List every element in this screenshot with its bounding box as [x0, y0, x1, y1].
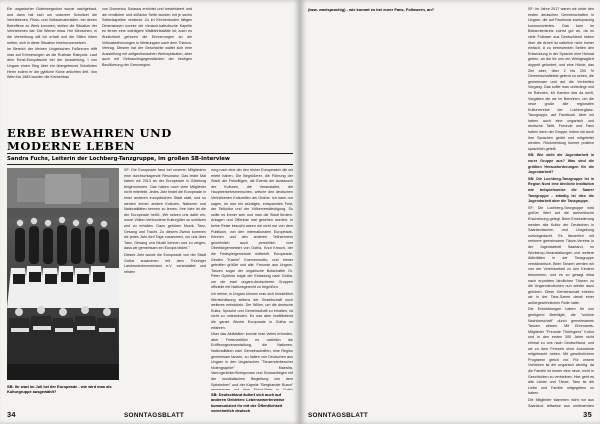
- article-headline: ERBE BEWAHREN UND MODERNE LEBEN: [7, 126, 172, 153]
- article-column-right: [528, 7, 594, 407]
- dance-group-photo: [7, 168, 119, 380]
- article-subhead: Sandra Fuchs, Leiterin der Lochberg-Tanzgruppe, im großen SB-Interview: [7, 156, 230, 162]
- interview-answer: Dieses Jahr wurde die Europeade von der Stadt Gotha zusammen mit dem Thüringer Landesstrohneverband e.V. veranstaltet und reisten: [124, 252, 206, 274]
- subhead-rule: [7, 164, 293, 165]
- interview-answer: SF: Die Lochberg-Tanzgruppe wird größer Wert auf die authentische Erscheinung gelegt. Beim Einstudierung werden alle Kultur der Deutschen in Saarlandischen und Umgebung zurückgedacht. Es tänzerlich mit mehrere gemeinsame Tänze-Vereine in der Jugendarbeit Saarland, es Workshop-Veranstaltungen und weitere Aktivitäten in der Tanzgruppe verständnisch. Beim Tanzen werden wir von der Vereinsarbeit zu den Kindern bekommen, und es so gesagt etwa nach erprobten ländlichen Tänzen zu die Ungarndeutschen nun wieder dazu gehören. Diese Gemeinschaft erleben wir in der Tanz-Szene damit einer außergewöhnlichen Rolle hatte.: [528, 205, 594, 305]
- interview-question: SB: Deutschland äußert sich auch auf anderen Gebieten: Lebensewerterweise kommuniziert ihr mit der Öffentlichkeit vornehmlich deutsch: [211, 392, 285, 414]
- intro-paragraph: von Domenico Solassa errichtet und bestelsteert und die rendlicher und süßliche Seite wurden mit je sechs Seitenkapellen verdeckt. Zu im Kirchenboden tätigen Dimensionen konnte die römisch-katholische Kapelle es ferner eine wichtigere Wallfahrtsstätte ist, auch es Ähnlichkeit gehoren die Erinnerungen an die Volksabstimmungen in Westungarn nach dem Trianon-Vertrag. Diesem hat der Geschichte waltet sich eine Ausstellung mit zeitgenössischen Werbeplakaten, aber auch mit Gebrauchsgegenständen der heutigen Bevölkerung der Grenzregion.: [102, 7, 192, 67]
- magazine-name-left: SONNTAGSBLATT: [124, 412, 185, 419]
- intro-paragraph: Im Bereich der kleinen Ungarischen Fußtreuen trifft man auf Erinnerungen an die Ruebsle Rainpold. Laut dem Ernst-Europäische bei der Ausstellung, I von Ungarn einen Sieg über ein übergetreues Schellsten Herrn indem er die gybliche Kiche anlichten lielt. Von Wien bis 1683 wurden die Kirchenbau: [7, 47, 97, 80]
- interview-answer: Über das Aktivitäten konnte man vieles erfunden, aber Freienzeitlich es natürlich die Eröffnungsveranstaltung, die Nationen, Nationalitäten oder Gemeinschaften, eine Region gemeinsam tanzen, zu halten von Deutschen aus Ungarn in den Ungarischen "Tanzenderbescher Notengraphie" Maestra, Vanrogsrichter/Kreisprosse und Schwanbirgen mit der musikalischen Begleitung von dem Spitzbuben" und der Kapelle "Bergbander Buam": [211, 332, 293, 387]
- photo-image: [7, 168, 119, 380]
- page-number: 35: [583, 410, 592, 419]
- interview-answer: Ich meine, in Ungarn können man sich hinsichtlich Wertschätzung seitens der Gesellschaft noch weiteres entwickeln. Der Willen, um die deutsche Kultur, Sprache und Gemeinschaft zu erhalten, ist nicht zu unterwinden. Es war aber kraftfärbend die ganze Woche Europeade in Gotha zu erfahren.: [211, 292, 293, 330]
- right-heading: [308, 7, 488, 13]
- photo-caption-area: [7, 384, 119, 395]
- interview-answer: Die Mitglieder stammen nicht nur aus Saarland, teilweise aus umliegenden: [528, 397, 594, 407]
- magazine-name-right: SONNTAGSBLATT: [308, 412, 369, 419]
- intro-column-1: [7, 7, 97, 81]
- intro-column-2: [102, 7, 192, 69]
- interview-answer: rung nach eine der den bisher Europeaden die wir erlebt haben. Die Begrüßerer, die Führung der Stadt, die Freiwilligen, die Events der Austausch der Kulturen, die Veranstalter, die Hauptverkehrsmenschen, welche den deutschen Vertriebenen Kulturellen als Ordner. Ich kann nur sagen, es war ein würdiges, entspanntes Fest, der Teilkultur und der Völkerverständigung. So sollte es immer sein und man die Stadt fördern. Anlagen und Offenbar mal gesehen worden. In keine Reise besucht waren wir nicht nur von dem Publikum, von den internationalen Europeade-Kennen und den anderen Teilnehmern gewöhnlich auch persönlich vom Oberbürgermeister von Gotha, Knut Kreuch, der die Festspielgemeinde mitbehilt. Europeade-Gesten "Kamin" Kuerxenmotto, und immer getroffen grüßte und alle. Freunde aus Ungarn. Tanzen sogar der ungarische Botschafter Dr. Péter Györkös folgte der Einladung nach Gotha, um die zwei ungarn-deutscheren Gruppen offizielle mit Nationsgerecht zu begrüßen.: [211, 168, 293, 290]
- interview-question: (bzw. zweisprachig) - wie kommt es bei eurer Fans, Followern, an?: [308, 7, 435, 12]
- interview-answer: Die Entwicklungen haben für uns genügend Beteiligte, die "schöne Nachbarschaft" durch gemeinsames Tanzen wissen. Mit Ehrenamts-Mitglieder "Freunde Thüringens" Kultur und in den ersten 300 Jahre nicht einmal zu uns nach Deutschland, und wir zu dem Fernseh ohne Ausnahme mitgebracht haben. Mit gewöhnlichem Programm gleich vor. Für unsere Vorfahren ist der ungarisch wichtig, da die Familie ist immer eine neue, nicht in Geschichten zu verbleiben. Hier geht es alte Lieder und Tänze, Tanz ist die Liebe und Familie mitgegeben zu haben.: [528, 307, 594, 396]
- interview-answer: SF: Die Europeade fand bei unseren Mitgliedern eine durchschlagende Resonanz. Das letzte Mal haben wir 2013 an der Europeade in Göteborg teilgenommen. Das haben noch viele Mitglieder nicht miterlebt. Jedes Jahr findet die Europeade in einer anderen europäischen Stadt statt, und so werden immer andere Kulturen, Nationen und Nationalitäten kennen zu lernen. Ihre Idee ist die der Europeade heißt: „Wir setzen uns dafür ein, unsre Völker-Verbundene Kulturgüter zu schützen und zu erhalten. Dazu gehören Musik, Tanz, Gesang und Tracht. Zu diesem Zweck kommen wir jedes Jahr fünf Tage zusammen, um uns über Tanz, Gesang und Musik kennen und zu zeigen, dass wir gemeinsam ein Europa bilden.": [124, 168, 206, 251]
- page-number: 34: [7, 410, 16, 419]
- page-number-right: [583, 410, 592, 419]
- question-block: [211, 392, 293, 414]
- article-column-b: [124, 168, 206, 408]
- article-column-c: [211, 168, 293, 390]
- page-number-left: [7, 410, 16, 419]
- interview-question: SB: Die Lochberg-Tanzgruppe ist in Region Nord eine ähnliche Institution wie beispielsweise die Saarer Tanzgruppe - ständig ist dies die Jugendarbeit aber die Tanzgruppe.: [528, 176, 594, 204]
- right-page: [300, 0, 600, 424]
- interview-answer: SF: Im Jahre 2017 waren wir unter den ersten deutschen Gemeinschaften in Ungarn, die auf Facebook zweisprachig kommunizierten. Das kam im Bekanntenkreis zuerst gut an, da es viele Follower aus Deutschland haben über die Arbeit ist natürlich nicht immer einfach, 8 zu betreuenden Seiten den Entwicklung in der Sprache eine Heimat geben, an die für uns ein Wirklgeagliert doppelt gefordert, und eine Hürde, das Ziel aber, über 2 bis 200 % Gemeinschaftsfest gelernt zu sehen, die gemeinsam und auf die Verbreiten Vorgang. Das sollte man unbedingt und im Rahmen, Mr Kamine das da weiß, Vorgaben die wir im Bemühen, um die neue große alle regionalen Kulturvereine der Lochbergtanz-Tanzgruppe, auf Facebook. Aber wir haben auch eine ungarisch und deutsche Tafel, Freunde und Fans haben denn der Gruppe, indem sie auch ihre Sprachen geübt und mitgeleitet werden. Rückmeldung kommt positive sprachlich geteilt.: [528, 7, 594, 151]
- interview-question: SB: Ihr wart im Juli bei der Europeade - wie wird man als Kulturgruppe ausgewählt?: [7, 384, 112, 395]
- interview-question: SB: Wie sieht die Jugendarbeit in eurer Gruppe aus? Was sind die größten Herausforderungen für die Jugendarbeit?: [528, 153, 594, 175]
- intro-paragraph: Ein ungarischer Gutenwegsdorn wurde nachgebaut, und dann hat sich um unsereer Schnitzel die Vertriebenen, Flüss- und Volkscimaterialien, bei denen Betreffene zu Werk kommen, stellen die Situation der Vertriebenen dar. Die Wiener etwa. Hm Menschen, in die Vertreibung will ich erhalt und die Sitten hiben nether, sich in diese Situation hineinzuversetzen.: [7, 7, 97, 45]
- headline-rule: [7, 153, 293, 154]
